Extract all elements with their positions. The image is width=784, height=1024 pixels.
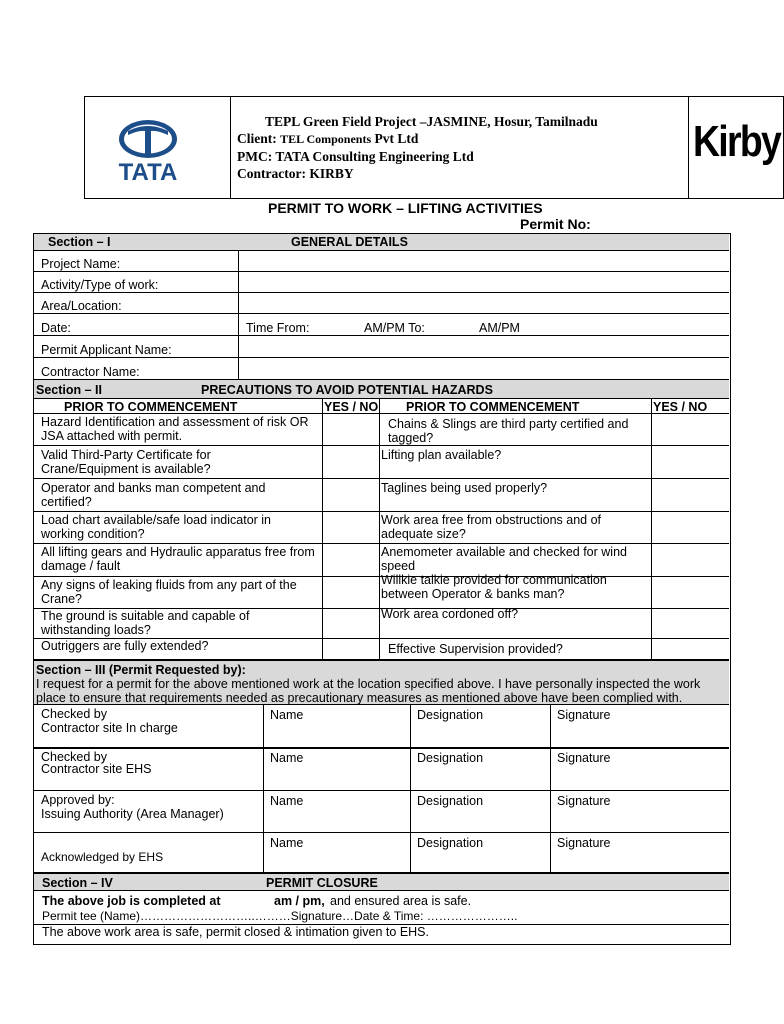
designation-label: Designation xyxy=(417,708,484,722)
precaution-left: Outriggers are fully extended? xyxy=(41,639,209,653)
project-name-input[interactable] xyxy=(239,251,729,271)
section-2-header xyxy=(34,379,729,398)
client-value: TEL Components xyxy=(280,132,372,146)
signature-label: Signature xyxy=(557,708,611,722)
precaution-right: Effective Supervision provided? xyxy=(388,642,563,656)
yes-no-cell[interactable] xyxy=(323,446,379,478)
precaution-row xyxy=(34,638,729,659)
yes-no-cell[interactable] xyxy=(323,512,379,543)
activity-input[interactable] xyxy=(239,272,729,292)
client-suffix: Pvt Ltd xyxy=(374,131,419,146)
precaution-row xyxy=(34,445,729,478)
designation-label: Designation xyxy=(417,794,484,808)
ampm-label: am / pm, xyxy=(274,894,325,908)
project-info xyxy=(231,97,689,198)
sign-row xyxy=(34,832,729,872)
precaution-row xyxy=(34,573,729,608)
col-yesno-right: YES / NO xyxy=(653,400,708,414)
precaution-row xyxy=(34,608,729,638)
precaution-row xyxy=(34,543,729,576)
yes-no-cell[interactable] xyxy=(323,609,379,638)
field-label: Project Name: xyxy=(41,257,121,271)
section-1-header xyxy=(34,234,729,250)
document-header xyxy=(84,96,784,199)
tata-logo-cell xyxy=(85,97,231,198)
precaution-left: Load chart available/safe load indicator in working condition? xyxy=(41,513,272,541)
precaution-right: Taglines being used properly? xyxy=(381,481,548,495)
name-label: Name xyxy=(270,794,304,808)
section-2-heading: PRECAUTIONS TO AVOID POTENTIAL HAZARDS xyxy=(201,383,493,397)
field-label: Date: xyxy=(41,321,71,335)
field-label: Activity/Type of work: xyxy=(41,278,159,292)
designation-label: Designation xyxy=(417,751,484,765)
field-row-project-name xyxy=(34,250,729,271)
permit-form xyxy=(33,233,731,945)
signature-label: Signature xyxy=(557,836,611,850)
pmc-line: PMC: TATA Consulting Engineering Ltd xyxy=(237,149,474,164)
name-label: Name xyxy=(270,836,304,850)
closure-confirm-row xyxy=(34,924,729,944)
yes-no-cell[interactable] xyxy=(652,609,729,638)
yes-no-cell[interactable] xyxy=(323,577,379,608)
yes-no-cell[interactable] xyxy=(323,639,379,659)
section-1-label: Section – I xyxy=(48,235,111,249)
precaution-right: Work area cordoned off? xyxy=(381,607,519,621)
field-row-activity xyxy=(34,271,729,292)
field-row-applicant xyxy=(34,335,729,357)
col-prior-right: PRIOR TO COMMENCEMENT xyxy=(406,400,580,414)
ampm-to-label: AM/PM To: xyxy=(364,321,425,335)
name-label: Name xyxy=(270,751,304,765)
completed-label: The above job is completed at xyxy=(42,894,221,908)
section-4-header xyxy=(34,872,729,890)
yes-no-cell[interactable] xyxy=(652,446,729,478)
client-line xyxy=(237,130,688,148)
section-3-header xyxy=(34,659,729,704)
contractor-input[interactable] xyxy=(239,358,729,379)
permit-number-label: Permit No: xyxy=(520,216,591,232)
precaution-row xyxy=(34,478,729,511)
yes-no-cell[interactable] xyxy=(323,544,379,576)
client-label: Client: xyxy=(237,131,277,146)
yes-no-cell[interactable] xyxy=(652,512,729,543)
sign-row xyxy=(34,747,729,790)
yes-no-cell[interactable] xyxy=(323,479,379,511)
precaution-right: Lifting plan available? xyxy=(381,448,502,462)
col-prior-left: PRIOR TO COMMENCEMENT xyxy=(64,400,238,414)
sign-row xyxy=(34,790,729,832)
precaution-row xyxy=(34,413,729,445)
yes-no-cell[interactable] xyxy=(323,414,379,445)
sign-role: Checked by Contractor site EHS xyxy=(41,750,152,776)
yes-no-cell[interactable] xyxy=(652,544,729,576)
sign-role: Acknowledged by EHS xyxy=(41,850,164,864)
section-1-heading: GENERAL DETAILS xyxy=(291,235,408,249)
field-label: Area/Location: xyxy=(41,299,122,313)
precaution-right: Anemometer available and checked for wind speed xyxy=(381,545,627,573)
signature-label: Signature xyxy=(557,794,611,808)
precaution-left: Any signs of leaking fluids from any part of the Crane? xyxy=(41,578,297,606)
ensured-label: and ensured area is safe. xyxy=(330,894,472,908)
sign-role: Checked by Contractor site In charge xyxy=(41,707,178,735)
precaution-left: Operator and banks man competent and certified? xyxy=(41,481,266,509)
project-title: TEPL Green Field Project –JASMINE, Hosur, Tamilnadu xyxy=(265,114,598,129)
precaution-left: All lifting gears and Hydraulic apparatus free from damage / fault xyxy=(41,545,315,573)
precaution-right: Work area free from obstructions and of adequate size? xyxy=(381,513,602,541)
field-row-area xyxy=(34,292,729,313)
closure-row xyxy=(34,890,729,924)
area-input[interactable] xyxy=(239,293,729,313)
yes-no-cell[interactable] xyxy=(652,414,729,445)
precaution-left: The ground is suitable and capable of withstanding loads? xyxy=(41,609,250,637)
section-3-declaration: I request for a permit for the above mentioned work at the location specified above. I have personally inspected the work place to ensure that requirements needed as precautionary measures as mentioned above have been complied with. xyxy=(36,677,701,705)
yes-no-cell[interactable] xyxy=(652,479,729,511)
section-4-label: Section – IV xyxy=(42,876,113,890)
field-label: Contractor Name: xyxy=(41,365,140,379)
field-row-contractor xyxy=(34,357,729,379)
section-2-column-headers xyxy=(34,398,729,413)
section-3-label: Section – III (Permit Requested by): xyxy=(36,663,246,677)
closed-statement: The above work area is safe, permit closed & intimation given to EHS. xyxy=(42,925,429,939)
signature-label: Signature xyxy=(557,751,611,765)
yes-no-cell[interactable] xyxy=(652,639,729,659)
time-from-label: Time From: xyxy=(246,321,310,335)
precaution-left: Valid Third-Party Certificate for Crane/Equipment is available? xyxy=(41,448,211,476)
form-title: PERMIT TO WORK – LIFTING ACTIVITIES xyxy=(268,200,543,216)
kirby-logo: Kirby xyxy=(693,117,781,166)
sign-role: Approved by: Issuing Authority (Area Manager) xyxy=(41,793,224,821)
col-yesno-left: YES / NO xyxy=(324,400,379,414)
precaution-right: Chains & Slings are third party certified and tagged? xyxy=(388,417,629,445)
section-2-label: Section – II xyxy=(36,383,102,397)
field-row-date xyxy=(34,313,729,335)
section-4-heading: PERMIT CLOSURE xyxy=(266,876,378,890)
name-label: Name xyxy=(270,708,304,722)
applicant-input[interactable] xyxy=(239,336,729,357)
contractor-line: Contractor: KIRBY xyxy=(237,166,354,181)
designation-label: Designation xyxy=(417,836,484,850)
yes-no-cell[interactable] xyxy=(652,577,729,608)
permittee-line: Permit tee (Name)………………………..………Signature…Date & Time: ………………….. xyxy=(42,909,518,923)
field-label: Permit Applicant Name: xyxy=(41,343,172,357)
ampm-label: AM/PM xyxy=(479,321,520,335)
precaution-row xyxy=(34,511,729,543)
precaution-right: Willkie talkie provided for communication between Operator & banks man? xyxy=(381,573,607,601)
precaution-left: Hazard Identification and assessment of risk OR JSA attached with permit. xyxy=(41,415,309,443)
sign-row xyxy=(34,704,729,747)
tata-logo-text: TATA xyxy=(118,159,178,186)
